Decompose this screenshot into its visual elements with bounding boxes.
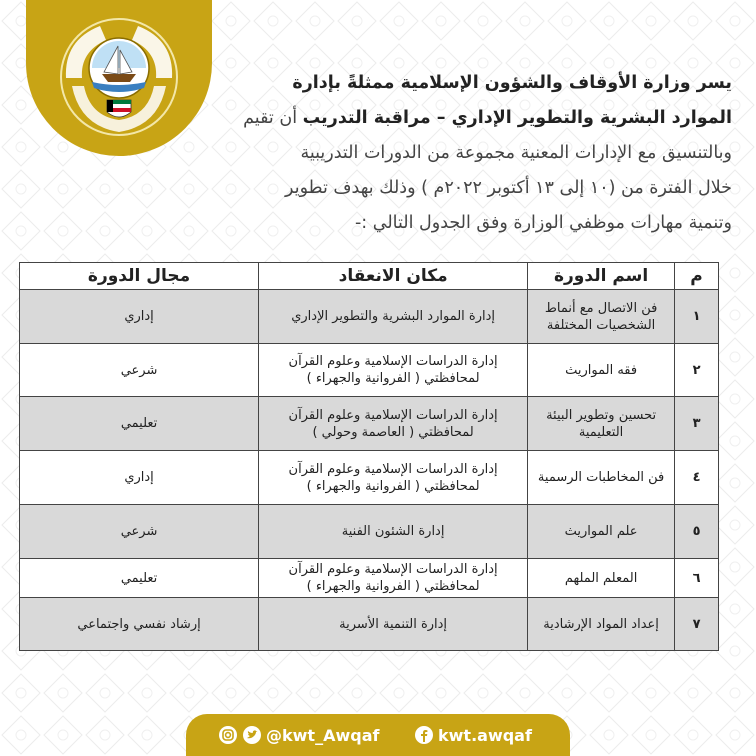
course-venue: إدارة الدراسات الإسلامية وعلوم القرآن لمحافظتي ( العاصمة وحولي ) — [259, 397, 528, 451]
courses-table — [19, 262, 719, 651]
table-row — [20, 397, 719, 451]
course-field: إداري — [20, 451, 259, 505]
intro-line-1: يسر وزارة الأوقاف والشؤون الإسلامية ممثلةً بإدارة — [292, 73, 732, 93]
course-name: تحسين وتطوير البيئة التعليمية — [528, 397, 675, 451]
course-name: إعداد المواد الإرشادية — [528, 598, 675, 651]
table-row — [20, 559, 719, 598]
intro-line-2-rest: أن تقيم — [243, 108, 303, 128]
course-field: شرعي — [20, 344, 259, 397]
table-header-row — [20, 263, 719, 290]
course-field: إداري — [20, 290, 259, 344]
facebook-icon — [414, 725, 434, 745]
course-field: إرشاد نفسي واجتماعي — [20, 598, 259, 651]
course-venue: إدارة الشئون الفنية — [259, 505, 528, 559]
course-venue: إدارة التنمية الأسرية — [259, 598, 528, 651]
course-field: تعليمي — [20, 559, 259, 598]
header-field: مجال الدورة — [20, 263, 259, 290]
social-handle-instagram-twitter[interactable] — [218, 722, 379, 748]
social-footer — [186, 714, 570, 756]
table-row — [20, 344, 719, 397]
course-name: فقه المواريث — [528, 344, 675, 397]
row-number: ٥ — [675, 505, 719, 559]
course-name: فن الاتصال مع أنماط الشخصيات المختلفة — [528, 290, 675, 344]
instagram-icon — [218, 725, 238, 745]
course-field: تعليمي — [20, 397, 259, 451]
header-m: م — [675, 263, 719, 290]
intro-line-3: وبالتنسيق مع الإدارات المعنية مجموعة من الدورات التدريبية — [300, 143, 732, 163]
intro-line-5: وتنمية مهارات موظفي الوزارة وفق الجدول التالي :- — [354, 213, 732, 233]
row-number: ٣ — [675, 397, 719, 451]
table-row — [20, 290, 719, 344]
course-venue: إدارة الدراسات الإسلامية وعلوم القرآن لمحافظتي ( الفروانية والجهراء ) — [259, 451, 528, 505]
twitter-icon — [242, 725, 262, 745]
kuwait-emblem-icon — [58, 16, 180, 138]
header-course-name: اسم الدورة — [528, 263, 675, 290]
course-name: علم المواريث — [528, 505, 675, 559]
course-venue: إدارة الدراسات الإسلامية وعلوم القرآن لمحافظتي ( الفروانية والجهراء ) — [259, 344, 528, 397]
row-number: ٦ — [675, 559, 719, 598]
intro-line-4: خلال الفترة من (١٠ إلى ١٣ أكتوبر ٢٠٢٢م ) وذلك بهدف تطوير — [285, 178, 732, 198]
intro-line-2-bold: الموارد البشرية والتطوير الإداري – مراقبة التدريب — [302, 108, 732, 128]
row-number: ٧ — [675, 598, 719, 651]
facebook-handle: kwt.awqaf — [438, 725, 532, 745]
table-row — [20, 505, 719, 559]
table-row — [20, 451, 719, 505]
twitter-handle: @kwt_Awqaf — [266, 725, 380, 745]
course-field: شرعي — [20, 505, 259, 559]
social-handle-facebook[interactable] — [414, 722, 532, 748]
row-number: ٢ — [675, 344, 719, 397]
header-venue: مكان الانعقاد — [259, 263, 528, 290]
row-number: ٤ — [675, 451, 719, 505]
row-number: ١ — [675, 290, 719, 344]
table-row — [20, 598, 719, 651]
course-name: المعلم الملهم — [528, 559, 675, 598]
course-venue: إدارة الدراسات الإسلامية وعلوم القرآن لمحافظتي ( الفروانية والجهراء ) — [259, 559, 528, 598]
course-name: فن المخاطبات الرسمية — [528, 451, 675, 505]
intro-paragraph — [240, 66, 732, 241]
course-venue: إدارة الموارد البشرية والتطوير الإداري — [259, 290, 528, 344]
